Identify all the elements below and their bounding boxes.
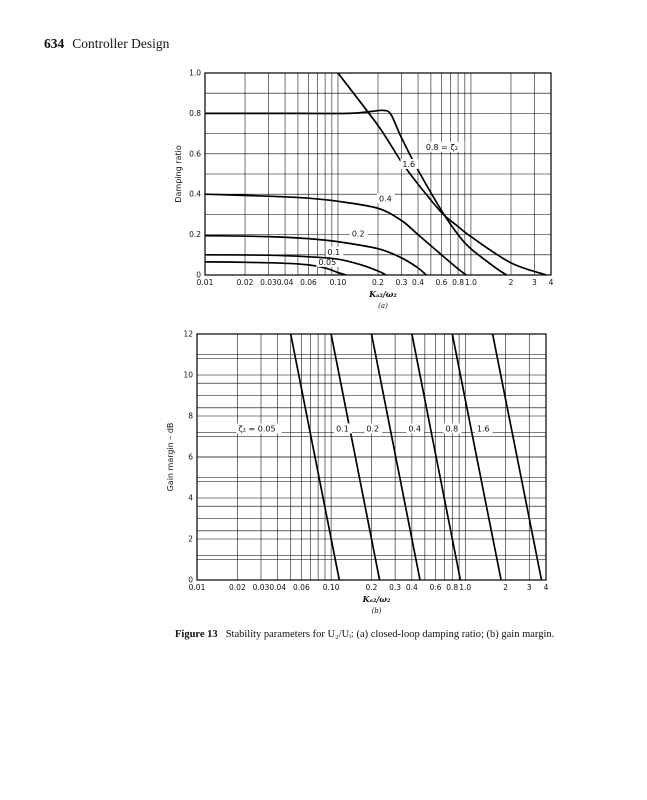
chart-a-series-0-label: 0.05 bbox=[318, 257, 337, 267]
chart-b-series-4-label: 0.8 bbox=[445, 424, 459, 434]
page-header bbox=[44, 36, 169, 52]
chart-a-xtick-label: 2 bbox=[508, 278, 514, 287]
chart-b-ytick-label: 2 bbox=[188, 534, 193, 544]
figure-label: Figure 13 bbox=[175, 629, 218, 640]
damping-ratio-chart bbox=[0, 60, 647, 322]
chart-a-xtick-label: 0.01 bbox=[196, 278, 214, 287]
chart-b-xtick-label: 0.8 bbox=[446, 583, 459, 592]
chart-a-ytick-label: 0.8 bbox=[189, 108, 201, 118]
chart-a-xtick-label: 0.3 bbox=[395, 278, 408, 287]
chart-a-panel-label: (a) bbox=[378, 302, 388, 310]
chart-b-series-1-label: 0.1 bbox=[336, 424, 349, 434]
chart-b-ytick-label: 0 bbox=[188, 575, 193, 585]
chart-a-xtick-label: 0.04 bbox=[276, 278, 294, 287]
chart-b-ytick-label: 6 bbox=[188, 452, 193, 462]
chart-b-ytick-label: 4 bbox=[188, 493, 193, 503]
chart-a-series-1-line bbox=[205, 255, 386, 275]
chart-b-xtick-label: 1.0 bbox=[459, 583, 472, 592]
chart-b-series-3-label: 0.4 bbox=[408, 424, 422, 434]
chart-a-xtick-label: 0.10 bbox=[329, 278, 347, 287]
chart-b-y-axis-title: Gain margin – dB bbox=[166, 422, 175, 492]
chart-a-xtick-label: 0.03 bbox=[260, 278, 277, 287]
chart-b-ytick-label: 10 bbox=[183, 370, 193, 380]
chart-a-xtick-label: 1.0 bbox=[464, 278, 477, 287]
page-number: 634 bbox=[44, 36, 65, 51]
chart-a-xtick-label: 4 bbox=[548, 278, 554, 287]
chart-a-ytick-label: 0.6 bbox=[189, 149, 201, 159]
chart-a-xtick-label: 0.2 bbox=[372, 278, 384, 287]
chart-a-series-4-label: 0.8 = ζ₂ bbox=[425, 142, 458, 152]
chart-b-xtick-label: 0.10 bbox=[322, 583, 340, 592]
chart-a-ytick-label: 0.2 bbox=[189, 230, 201, 240]
chart-b-series-0-label: ζ₂ = 0.05 bbox=[238, 424, 276, 434]
chart-a-series-3-label: 0.4 bbox=[379, 194, 392, 204]
chart-b-series-2-label: 0.2 bbox=[366, 424, 380, 434]
chart-b-panel-label: (b) bbox=[371, 607, 382, 615]
chart-b-xtick-label: 0.03 bbox=[252, 583, 270, 592]
section-title: Controller Design bbox=[72, 36, 170, 51]
chart-a-xtick-label: 0.6 bbox=[435, 278, 448, 287]
chart-a-xtick-label: 0.8 bbox=[452, 278, 465, 287]
figure-caption bbox=[175, 629, 554, 640]
gain-margin-chart bbox=[0, 325, 647, 625]
chart-a-series-4-line bbox=[205, 110, 507, 275]
chart-a-series-2-label: 0.2 bbox=[351, 229, 365, 239]
chart-a-series-1-label: 0.1 bbox=[327, 247, 341, 257]
chart-a-x-axis-title: Kₐ₂/ω₂ bbox=[369, 289, 397, 299]
chart-b-xtick-label: 0.04 bbox=[269, 583, 287, 592]
chart-b-xtick-label: 0.06 bbox=[293, 583, 310, 592]
chart-b-xtick-label: 4 bbox=[543, 583, 549, 592]
chart-b-xtick-label: 2 bbox=[503, 583, 509, 592]
chart-a-xtick-label: 0.02 bbox=[236, 278, 254, 287]
chart-b-ytick-label: 12 bbox=[183, 329, 193, 339]
chart-b-xtick-label: 0.01 bbox=[188, 583, 206, 592]
caption-text: Stability parameters for U₂/Uᵢ: (a) closed-loop damping ratio; (b) gain margin. bbox=[225, 629, 555, 640]
chart-a-xtick-label: 3 bbox=[531, 278, 537, 287]
chart-a-ytick-label: 0 bbox=[196, 270, 201, 280]
chart-b-xtick-label: 0.3 bbox=[389, 583, 402, 592]
chart-b-xtick-label: 0.4 bbox=[405, 583, 418, 592]
chart-a-ytick-label: 1.0 bbox=[189, 68, 201, 78]
chart-b-xtick-label: 0.6 bbox=[429, 583, 442, 592]
chart-b-xtick-label: 3 bbox=[526, 583, 532, 592]
chart-b-ytick-label: 8 bbox=[188, 411, 193, 421]
chart-a-xtick-label: 0.06 bbox=[300, 278, 317, 287]
chart-a-y-axis-title: Damping ratio bbox=[174, 145, 183, 203]
chart-a-series-5-label: 1.6 bbox=[402, 159, 416, 169]
chart-a-ytick-label: 0.4 bbox=[189, 189, 201, 199]
chart-b-xtick-label: 0.02 bbox=[229, 583, 246, 592]
chart-b-x-axis-title: Kₐ₂/ω₂ bbox=[362, 594, 391, 604]
chart-b-series-5-label: 1.6 bbox=[476, 424, 490, 434]
chart-a-xtick-label: 0.4 bbox=[412, 278, 424, 287]
chart-b-xtick-label: 0.2 bbox=[365, 583, 378, 592]
